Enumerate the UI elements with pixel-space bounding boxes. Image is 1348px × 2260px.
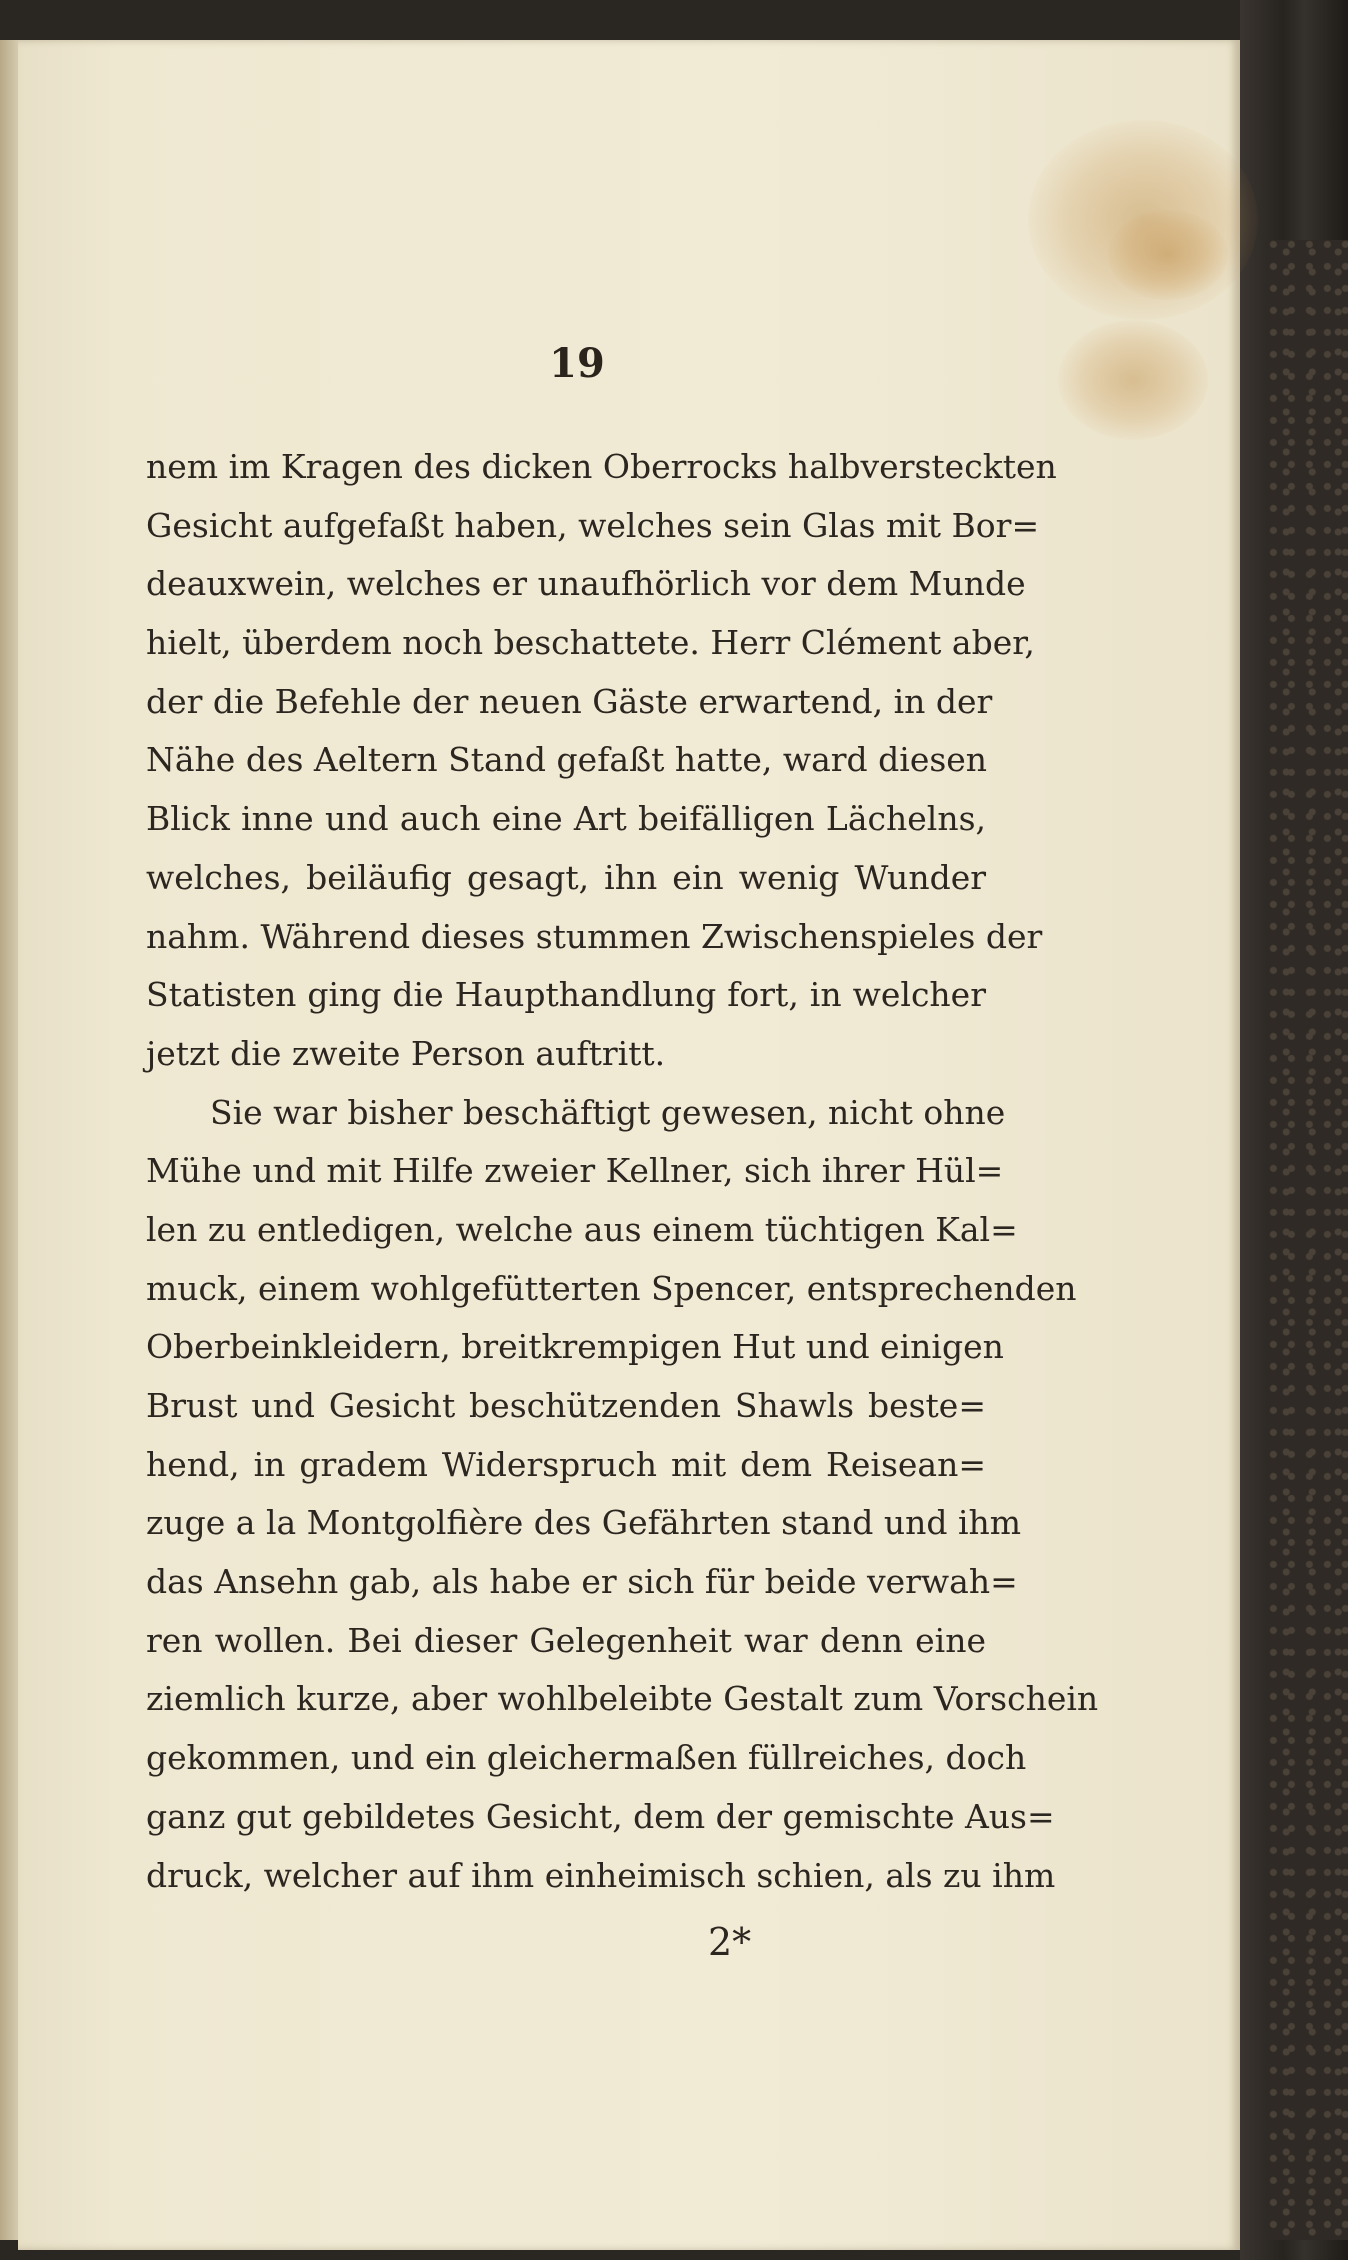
- text-line: Mühe und mit Hilfe zweier Kellner, sich ihrer Hül=: [146, 1151, 1004, 1191]
- text-line: hielt, überdem noch beschattete. Herr Clément aber,: [146, 623, 1035, 663]
- leather-binding: [1268, 240, 1348, 2240]
- text-line: Nähe des Aeltern Stand gefaßt hatte, ward diesen: [146, 740, 988, 780]
- text-line: ziemlich kurze, aber wohlbeleibte Gestalt zum Vorschein: [146, 1679, 1099, 1719]
- text-line: muck, einem wohlgefütterten Spencer, entsprechenden: [146, 1268, 1077, 1308]
- text-line: gekommen, und ein gleichermaßen füllreiches, doch: [146, 1738, 1027, 1778]
- text-line: nahm. Während dieses stummen Zwischenspieles der: [146, 916, 1043, 956]
- text-line: jetzt die zweite Person auftritt.: [146, 1033, 666, 1073]
- text-line: len zu entledigen, welche aus einem tüchtigen Kal=: [146, 1209, 1018, 1249]
- text-line: Blick inne und auch eine Art beifälligen Lächelns,: [146, 799, 986, 839]
- text-line: das Ansehn gab, als habe er sich für beide verwah=: [146, 1562, 1018, 1602]
- foxing-stain: [1108, 210, 1228, 300]
- text-block: [146, 438, 1099, 1905]
- text-line: Statisten ging die Haupthandlung fort, in welcher: [146, 975, 986, 1015]
- text-line: nem im Kragen des dicken Oberrocks halbversteckten: [146, 447, 1057, 486]
- page-number: 19: [549, 340, 605, 387]
- text-line: ren wollen. Bei dieser Gelegenheit war denn eine: [146, 1620, 986, 1660]
- text-line: Oberbeinkleidern, breitkrempigen Hut und einigen: [146, 1327, 1004, 1367]
- text-line: Brust und Gesicht beschützenden Shawls beste=: [146, 1386, 986, 1425]
- text-line: zuge a la Montgolfière des Gefährten stand und ihm: [146, 1503, 1022, 1543]
- text-line: druck, welcher auf ihm einheimisch schien, als zu ihm: [146, 1855, 1056, 1895]
- text-line: ganz gut gebildetes Gesicht, dem der gemischte Aus=: [146, 1796, 1055, 1836]
- text-line: der die Befehle der neuen Gäste erwartend, in der: [146, 681, 993, 721]
- previous-page-edge: [0, 40, 20, 2240]
- text-line: deauxwein, welches er unaufhörlich vor dem Munde: [146, 564, 1026, 604]
- text-line: hend, in gradem Widerspruch mit dem Reisean=: [146, 1444, 986, 1484]
- book-page: [18, 40, 1240, 2250]
- text-line: welches, beiläufig gesagt, ihn ein wenig Wunder: [146, 857, 986, 897]
- signature-mark: 2*: [708, 1920, 752, 1964]
- text-line: Gesicht aufgefaßt haben, welches sein Glas mit Bor=: [146, 505, 1040, 545]
- text-line: Sie war bisher beschäftigt gewesen, nicht ohne: [210, 1092, 1006, 1132]
